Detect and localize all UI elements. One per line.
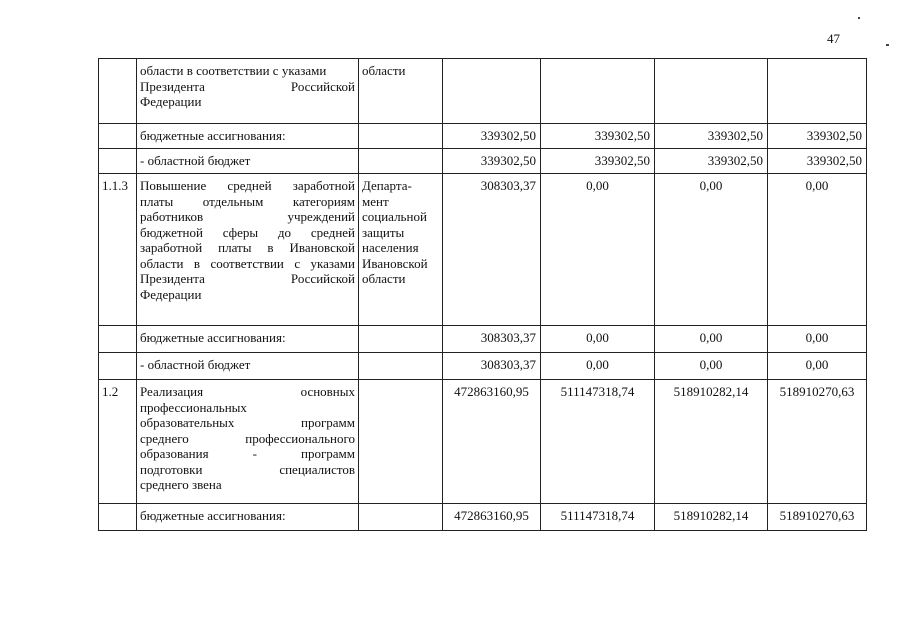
value-cell-4: 339302,50 <box>768 124 867 149</box>
description-line: Президента Российской <box>140 271 355 286</box>
value-cell-2: 339302,50 <box>541 124 655 149</box>
organization-line: области <box>362 63 406 78</box>
organization-line: защиты <box>362 224 405 240</box>
table-row <box>99 149 867 174</box>
description-line: бюджетные ассигнования: <box>140 508 286 523</box>
row-organization <box>359 59 443 124</box>
row-description <box>137 174 359 326</box>
value-cell-3: 518910282,14 <box>655 504 768 531</box>
table-row <box>99 504 867 531</box>
description-line: работников учреждений <box>140 209 355 224</box>
row-description <box>137 124 359 149</box>
row-description <box>137 326 359 353</box>
value-cell-3: 339302,50 <box>655 124 768 149</box>
organization-line: Департа- <box>362 178 412 193</box>
row-organization <box>359 174 443 326</box>
row-organization <box>359 326 443 353</box>
value-cell-2: 511147318,74 <box>541 504 655 531</box>
row-code <box>99 326 137 353</box>
row-code <box>99 504 137 531</box>
row-organization <box>359 353 443 380</box>
page-number: 47 <box>827 31 840 46</box>
organization-line: области <box>362 271 406 286</box>
table-row <box>99 174 867 326</box>
value-cell-1 <box>443 59 541 124</box>
budget-table-body <box>99 59 867 531</box>
row-code: 1.1.3 <box>99 174 137 326</box>
description-line: бюджетной сферы до средней <box>140 224 355 240</box>
value-cell-1: 308303,37 <box>443 326 541 353</box>
row-description <box>137 380 359 504</box>
organization-line: населения <box>362 240 419 255</box>
row-organization <box>359 380 443 504</box>
description-line: Повышение средней заработной <box>140 178 355 193</box>
description-line: бюджетные ассигнования: <box>140 128 286 143</box>
value-cell-3 <box>655 59 768 124</box>
row-code <box>99 59 137 124</box>
description-line: - областной бюджет <box>140 153 251 168</box>
table-row <box>99 353 867 380</box>
organization-line: социальной <box>362 209 427 224</box>
value-cell-3: 518910282,14 <box>655 380 768 504</box>
description-line: среднего профессионального <box>140 430 355 446</box>
description-line: Реализация основных <box>140 384 355 399</box>
row-description <box>137 504 359 531</box>
row-description <box>137 149 359 174</box>
row-description <box>137 353 359 380</box>
organization-line: мент <box>362 193 389 209</box>
value-cell-1: 472863160,95 <box>443 380 541 504</box>
description-line: Федерации <box>140 286 202 302</box>
value-cell-2: 339302,50 <box>541 149 655 174</box>
description-line: Федерации <box>140 94 202 109</box>
scan-speck <box>858 17 860 19</box>
value-cell-4: 518910270,63 <box>768 380 867 504</box>
description-line: области в соответствии с указами <box>140 255 355 271</box>
description-line: бюджетные ассигнования: <box>140 330 286 345</box>
scan-speck <box>886 44 889 46</box>
value-cell-1: 472863160,95 <box>443 504 541 531</box>
description-line: платы отдельным категориям <box>140 193 355 209</box>
value-cell-2 <box>541 59 655 124</box>
value-cell-3: 339302,50 <box>655 149 768 174</box>
value-cell-4: 339302,50 <box>768 149 867 174</box>
description-line: среднего звена <box>140 477 222 492</box>
description-line: подготовки специалистов <box>140 461 355 477</box>
value-cell-4: 0,00 <box>768 353 867 380</box>
description-line: области в соответствии с указами <box>140 63 327 78</box>
table-row <box>99 380 867 504</box>
value-cell-2: 0,00 <box>541 174 655 326</box>
description-line: - областной бюджет <box>140 357 251 372</box>
table-row <box>99 124 867 149</box>
row-organization <box>359 124 443 149</box>
value-cell-4: 0,00 <box>768 326 867 353</box>
value-cell-2: 0,00 <box>541 353 655 380</box>
value-cell-4: 0,00 <box>768 174 867 326</box>
row-organization <box>359 504 443 531</box>
organization-line: Ивановской <box>362 255 428 271</box>
row-code: 1.2 <box>99 380 137 504</box>
value-cell-1: 339302,50 <box>443 124 541 149</box>
budget-table <box>98 58 867 531</box>
value-cell-1: 308303,37 <box>443 353 541 380</box>
value-cell-3: 0,00 <box>655 174 768 326</box>
table-row <box>99 59 867 124</box>
row-code <box>99 149 137 174</box>
value-cell-3: 0,00 <box>655 326 768 353</box>
description-line: образования - программ <box>140 446 355 461</box>
value-cell-1: 339302,50 <box>443 149 541 174</box>
row-description <box>137 59 359 124</box>
description-line: заработной платы в Ивановской <box>140 240 355 255</box>
value-cell-2: 511147318,74 <box>541 380 655 504</box>
value-cell-3: 0,00 <box>655 353 768 380</box>
row-organization <box>359 149 443 174</box>
table-row <box>99 326 867 353</box>
description-line: Президента Российской <box>140 78 355 94</box>
description-line: образовательных программ <box>140 415 355 430</box>
value-cell-2: 0,00 <box>541 326 655 353</box>
value-cell-4 <box>768 59 867 124</box>
row-code <box>99 353 137 380</box>
value-cell-4: 518910270,63 <box>768 504 867 531</box>
row-code <box>99 124 137 149</box>
description-line: профессиональных <box>140 399 247 415</box>
value-cell-1: 308303,37 <box>443 174 541 326</box>
